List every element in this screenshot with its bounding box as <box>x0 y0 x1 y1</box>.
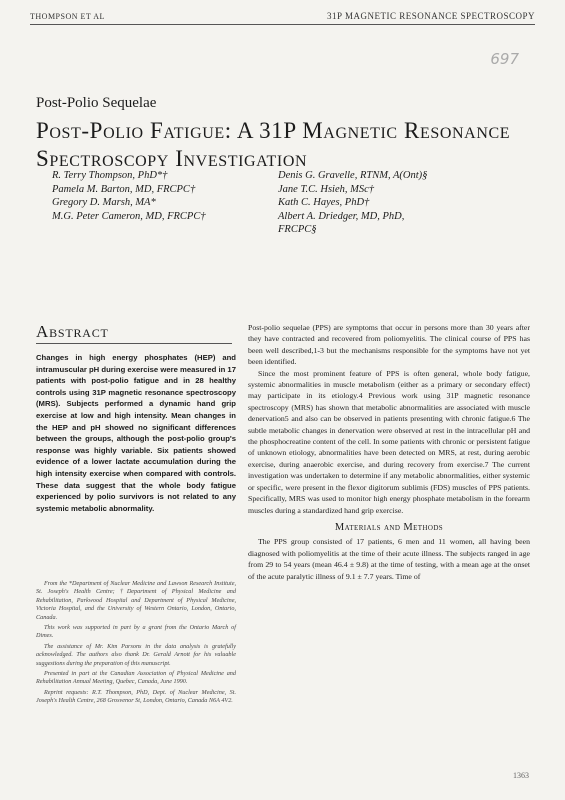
abstract-heading: Abstract <box>36 322 109 341</box>
body-paragraph: The PPS group consisted of 17 patients, 6 men and 11 women, all having been diagnosed with poliomyelitis at the time of their acute illness. The subjects ranged in age from 29 to 54 years (mean 46.4 ± 9.8) at the time of testing, with a mean age at the onset of the acute paralytic illness of 9.1 ± 7.7 years. Time of <box>248 537 530 581</box>
author: Albert A. Driedger, MD, PhD, <box>278 210 405 222</box>
affiliation-footnotes <box>36 580 236 708</box>
footnote: From the *Department of Nuclear Medicine and Lawson Research Institute, St. Joseph's Health Centre; †Department of Physical Medicine and Rehabilitation, Parkwood Hospital and Department of Physical Medicine, Victoria Hospital, and the University of Western Ontario, London, Ontario, Canada. <box>36 580 236 621</box>
footnote: Reprint requests: R.T. Thompson, PhD, Dept. of Nuclear Medicine, St. Joseph's Health Centre, 268 Grosvenor St, London, Ontario, Canada N6A 4V2. <box>36 688 236 705</box>
author: Jane T.C. Hsieh, MSc† <box>278 183 375 195</box>
author: R. Terry Thompson, PhD*† <box>52 170 168 181</box>
footnote: Presented in part at the Canadian Association of Physical Medicine and Rehabilitation Annual Meeting, Quebec, Canada, June 1990. <box>36 670 236 686</box>
author-list-left <box>52 169 247 223</box>
author: M.G. Peter Cameron, MD, FRCPC† <box>52 210 206 222</box>
footnote: This work was supported in part by a grant from the Ontario March of Dimes. <box>36 624 236 640</box>
author: Denis G. Gravelle, RTNM, A(Ont)§ <box>278 170 428 181</box>
article-title: Post-Polio Fatigue: A 31P Magnetic Resonance Spectroscopy Investigation <box>36 118 511 171</box>
body-paragraph: Since the most prominent feature of PPS is often general, whole body fatigue, systemic abnormalities in muscle metabolism (either as a primary or secondary effect) may participate in its etiology.4 Previous work using 31P magnetic resonance spectroscopy (MRS) has shown that metabolic abnormalities are associated with muscle denervation5 and also can be observed in patients presenting with chronic fatigue.6 The subtle metabolic changes in denervation were observed at rest in the intracellular pH and the phosphocreatine content of the cell. In some patients with chronic or persistent fatigue of unknown etiology, abnormalities have been detected on MRS, at rest, during aerobic exercise, during anaerobic exercise, and during recovery from exercise.7 The current investigation was undertaken to determine if any metabolic abnormalities, either systemic or specific, were present in the flexor digitorum sublimis (FDS) muscles of PPS patients. Specifically, MRS was used to monitor high energy phosphate metabolism in the forearm muscles during a standardized hand grip exercise. <box>248 368 530 515</box>
handwritten-page-mark: 697 <box>490 50 519 68</box>
body-paragraph: Post-polio sequelae (PPS) are symptoms that occur in persons more than 30 years after they have contracted and recovered from poliomyelitis. The clinical course of PPS has been well described,1-3 but the mechanisms responsible for the symptoms have not yet been identified. <box>248 323 530 367</box>
section-heading: Materials and Methods <box>334 521 444 533</box>
page-number: 1363 <box>513 771 529 780</box>
author: Kath C. Hayes, PhD† <box>278 197 370 208</box>
running-head-left: THOMPSON ET AL <box>30 12 105 21</box>
author: FRCPC§ <box>278 224 317 235</box>
author: Gregory D. Marsh, MA* <box>52 197 156 208</box>
body-column <box>248 322 530 582</box>
author: Pamela M. Barton, MD, FRCPC† <box>52 183 196 195</box>
abstract-rule <box>36 343 232 344</box>
running-head-right: 31P MAGNETIC RESONANCE SPECTROSCOPY <box>327 11 535 21</box>
series-label: Post-Polio Sequelae <box>36 95 157 111</box>
abstract-text: Changes in high energy phosphates (HEP) and intramuscular pH during exercise were measured in 17 patients with post-polio fatigue and in 28 healthy controls using 31P magnetic resonance spectroscopy (MRS). Subjects performed a dynamic hand grip exercise at low and high intensity. Mean changes in the HEP and pH showed no significant differences between the groups, although the post-polio group's response was highly variable. Six patients showed evidence of a lower lactate accumulation during the high intensity exercise when compared with controls. These data suggest that the whole body fatigue experienced by polio survivors is not related to any systemic metabolic abnormality. <box>36 353 236 513</box>
header-rule <box>30 24 535 25</box>
footnote: The assistance of Mr. Kim Parsons in the data analysis is gratefully acknowledged. The authors also thank Dr. Gerald Arnott for his valuable suggestions during the preparation of this manuscript. <box>36 642 236 667</box>
author-list-right <box>278 169 498 237</box>
